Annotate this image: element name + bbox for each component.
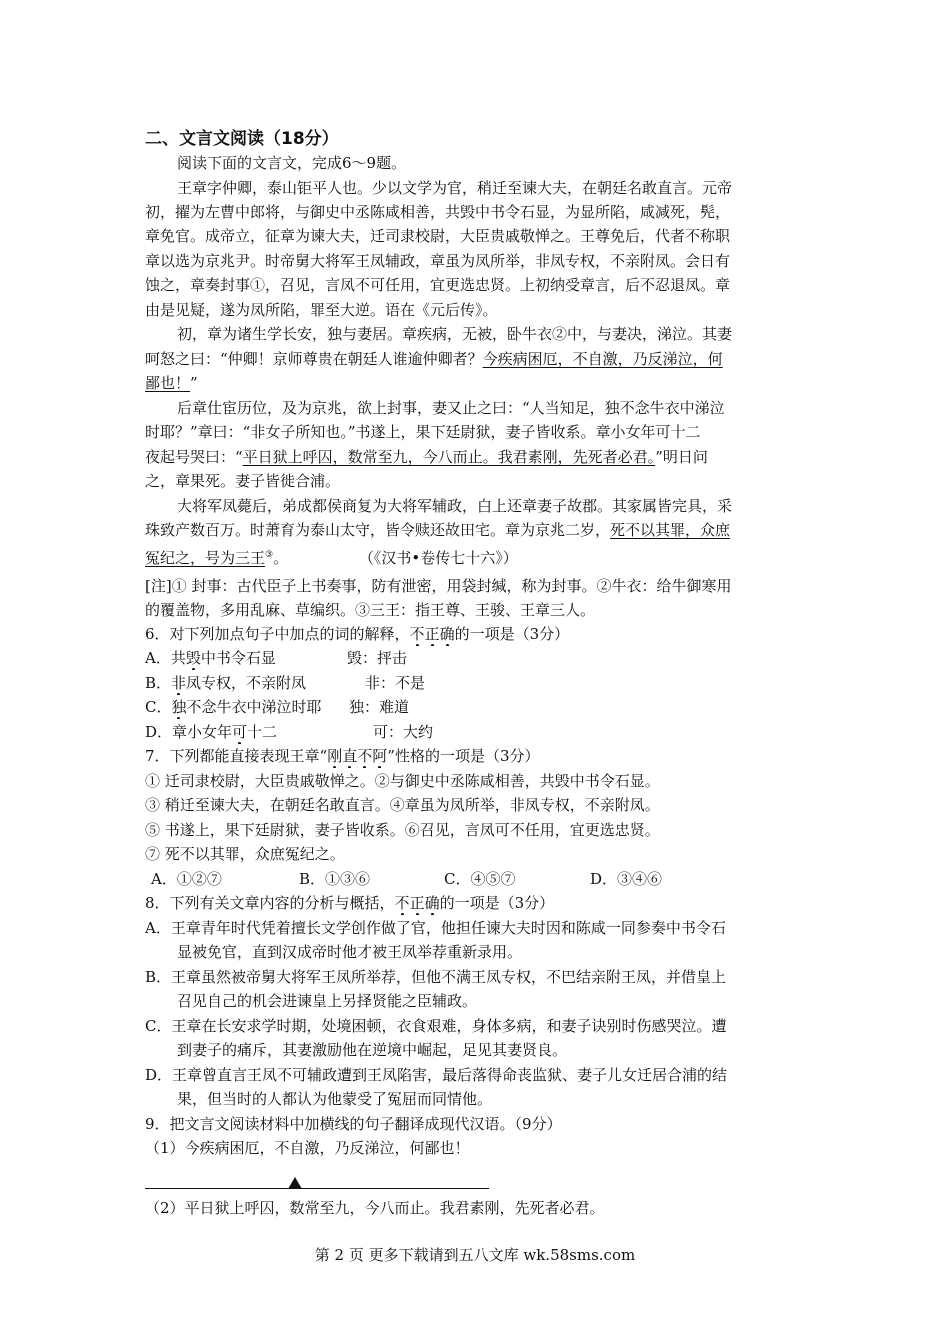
passage-text: 呵怒之曰：“仲卿！京师尊贵在朝廷人谁逾仲卿者？ (145, 350, 483, 368)
underlined-sentence-3-end: 冤纪之，号为三王 (145, 549, 266, 567)
question-6-option-a[interactable] (145, 646, 810, 670)
option-text: B． (145, 674, 172, 692)
question-8-option-d-cont: 果，但当时的人都认为他蒙受了冤屈而同情他。 (177, 1090, 493, 1108)
underlined-sentence-1-end: 鄙也！ (145, 374, 191, 392)
passage-line: 蚀之，章奏封事①，召见，言凤不可任用，宜更选忠贤。上初纳受章言，后不忍退凤。章 (145, 276, 731, 294)
option-text: 凤专权，不亲附凤 (186, 674, 307, 692)
stem-text: 8．下列有关文章内容的分析与概括， (145, 894, 395, 912)
dotted-char: 确 (424, 894, 440, 912)
passage-text: ” (190, 374, 198, 392)
option-text: D．章小女年 (145, 723, 233, 741)
question-8-option-c[interactable]: C．王章在长安求学时期，处境困顿，衣食艰难，身体多病，和妻子诀别时伤感哭泣。遭 (145, 1017, 727, 1035)
dotted-word: 可 (232, 723, 248, 741)
underlined-sentence-2: 平日狱上呼囚，数常至九，今八而止。我君素刚，先死者必君。 (242, 448, 656, 466)
underlined-sentence-3: 死不以其罪，众庶 (610, 521, 731, 539)
passage-line: 初，擢为左曹中郎将，与御史中丞陈咸相善，共毁中书令石显，为显所陷，咸减死，髡， (145, 203, 731, 221)
option-explanation: 独：难道 (349, 698, 410, 716)
passage-text: ”明日问 (655, 448, 708, 466)
stem-text: 7．下列都能直接表现王章“ (145, 747, 328, 765)
dotted-char: 不 (357, 747, 373, 765)
question-6-option-d[interactable] (145, 720, 810, 744)
stem-text: 6．对下列加点句子中加点的词的解释， (145, 625, 410, 643)
option-explanation: 毁：抨击 (347, 649, 408, 667)
dotted-char: 确 (439, 625, 455, 643)
question-8-option-a-cont: 显被免官，直到汉成帝时他才被王凤举荐重新录用。 (177, 943, 523, 961)
dotted-char: 刚 (327, 747, 343, 765)
notes-line: [注]① 封事：古代臣子上书奏事，防有泄密，用袋封缄，称为封事。②牛衣：给牛御寒用 (145, 577, 732, 595)
passage-line (145, 347, 810, 371)
underlined-sentence-1: 今疾病困厄，不自激，乃反涕泣，何 (482, 350, 723, 368)
dotted-char: 不 (394, 894, 410, 912)
answer-line (145, 1188, 489, 1189)
dotted-word: 独 (171, 698, 187, 716)
question-8-option-a[interactable]: A．王章青年时代凭着擅长文学创作做了官，他担任谏大夫时因和陈咸一同参奏中书令石 (145, 919, 726, 937)
page-footer: 第 2 页 更多下载请到五八文库 wk.58sms.com (314, 1246, 636, 1264)
passage-line (145, 445, 810, 469)
dotted-char: 正 (424, 625, 440, 643)
option-text: 中书令石显 (200, 649, 276, 667)
passage-line: 王章字仲卿，泰山钜平人也。少以文学为官，稍迁至谏大夫，在朝廷名敢直言。元帝 (177, 179, 733, 197)
source-citation: （《汉书•卷传七十六》） (358, 549, 518, 567)
question-7-option-a[interactable]: A．①②⑦ (151, 870, 222, 888)
question-9-sentence-1: （1）今疾病困厄，不自激，乃反涕泣，何鄙也！ (145, 1139, 470, 1157)
option-text: A．共 (145, 649, 186, 667)
passage-line: 之，章果死。妻子皆徙合浦。 (145, 472, 341, 490)
question-7-item-line: ⑤ 书遂上，果下廷尉狱，妻子皆收系。⑥召见，言凤可不任用，宜更选忠贤。 (145, 821, 660, 839)
stem-text: 的一项是（3分） (454, 625, 570, 643)
passage-line (145, 518, 810, 542)
question-6-option-b[interactable] (145, 671, 810, 695)
option-explanation: 可：大约 (373, 723, 434, 741)
option-text: 十二 (247, 723, 278, 741)
dotted-word: 毁 (185, 649, 201, 667)
passage-line: 大将军凤薨后，弟成都侯商复为大将军辅政，白上还章妻子故郡。其家属皆完具，采 (177, 497, 733, 515)
question-7-item-line: ③ 稍迁至谏大夫，在朝廷名敢直言。④章虽为凤所举，非凤专权，不亲附凤。 (145, 796, 660, 814)
emphasis-dots (327, 747, 387, 765)
dotted-char: 阿 (372, 747, 388, 765)
stem-text: 的一项是（3分） (439, 894, 555, 912)
instruction: 阅读下面的文言文，完成6～9题。 (177, 154, 407, 172)
question-7-item-line: ① 迁司隶校尉，大臣贵戚敬惮之。②与御史中丞陈咸相善，共毁中书令石显。 (145, 772, 660, 790)
emphasis-dots (395, 894, 440, 912)
question-7-option-b[interactable]: B．①③⑥ (299, 870, 371, 888)
passage-line: 后章仕宦历位，及为京兆，欲上封事，妻又止之曰：“人当知足，独不念牛衣中涕泣 (177, 399, 725, 417)
passage-line: 章以选为京兆尹。时帝舅大将军王凤辅政，章虽为凤所举，非凤专权，不亲附凤。会日有 (145, 252, 731, 270)
dotted-word: 非 (171, 674, 187, 692)
emphasis-dots (410, 625, 455, 643)
passage-line: 章免官。成帝立，征章为谏大夫，迁司隶校尉，大臣贵戚敬惮之。王尊免后，代者不称职 (145, 227, 731, 245)
option-explanation: 非：不是 (365, 674, 426, 692)
dotted-char: 不 (409, 625, 425, 643)
passage-text: 珠致产数百万。时萧育为泰山太守，皆令赎还故田宅。章为京兆二岁， (145, 521, 611, 539)
footnote-marker: ③ (265, 550, 274, 560)
question-8-option-c-cont: 到妻子的痛斥，其妻激励他在逆境中崛起，足见其妻贤良。 (177, 1041, 568, 1059)
question-8-option-b-cont: 召见自己的机会进谏皇上另择贤能之臣辅政。 (177, 992, 478, 1010)
question-7-item-line: ⑦ 死不以其罪，众庶冤纪之。 (145, 845, 345, 863)
question-6-option-c[interactable] (145, 695, 810, 719)
question-6-stem (145, 622, 810, 646)
question-8-option-d[interactable]: D．王章曾直言王凤不可辅政遭到王凤陷害，最后落得命丧监狱、妻子儿女迁居合浦的结 (145, 1066, 728, 1084)
question-9-sentence-2: （2）平日狱上呼囚，数常至九，今八而止。我君素刚，先死者必君。 (145, 1199, 605, 1217)
dotted-char: 正 (409, 894, 425, 912)
question-7-option-d[interactable]: D．③④⑥ (590, 870, 663, 888)
question-8-stem (145, 891, 810, 915)
stem-text: ”性格的一项是（3分） (387, 747, 540, 765)
passage-line: 初，章为诸生学长安，独与妻居。章疾病，无被，卧牛衣②中，与妻决，涕泣。其妻 (177, 325, 733, 343)
passage-line (145, 371, 810, 395)
section-title: 二、文言文阅读（18分） (145, 129, 339, 149)
passage-line (145, 543, 810, 570)
question-7-stem (145, 744, 810, 768)
option-text: C． (145, 698, 172, 716)
notes-line: 的覆盖物，多用乱麻、草编织。③三王：指王尊、王骏、王章三人。 (145, 601, 596, 619)
passage-line: 由是见疑，遂为凤所陷，罪至大逆。语在《元后传》。 (145, 301, 498, 319)
question-9-stem: 9．把文言文阅读材料中加横线的句子翻译成现代汉语。（9分） (145, 1115, 562, 1133)
passage-text: 。 (273, 549, 289, 567)
question-8-option-b[interactable]: B．王章虽然被帝舅大将军王凤所举荐，但他不满王凤专权，不巴结亲附王凤，并借皇上 (145, 968, 727, 986)
passage-line: 时耶？”章曰：“非女子所知也。”书遂上，果下廷尉狱，妻子皆收系。章小女年可十二 (145, 423, 701, 441)
option-text: 不念牛衣中涕泣时耶 (186, 698, 322, 716)
question-7-option-c[interactable]: C．④⑤⑦ (444, 870, 516, 888)
passage-text: 夜起号哭曰：“ (145, 448, 243, 466)
dotted-char: 直 (342, 747, 358, 765)
